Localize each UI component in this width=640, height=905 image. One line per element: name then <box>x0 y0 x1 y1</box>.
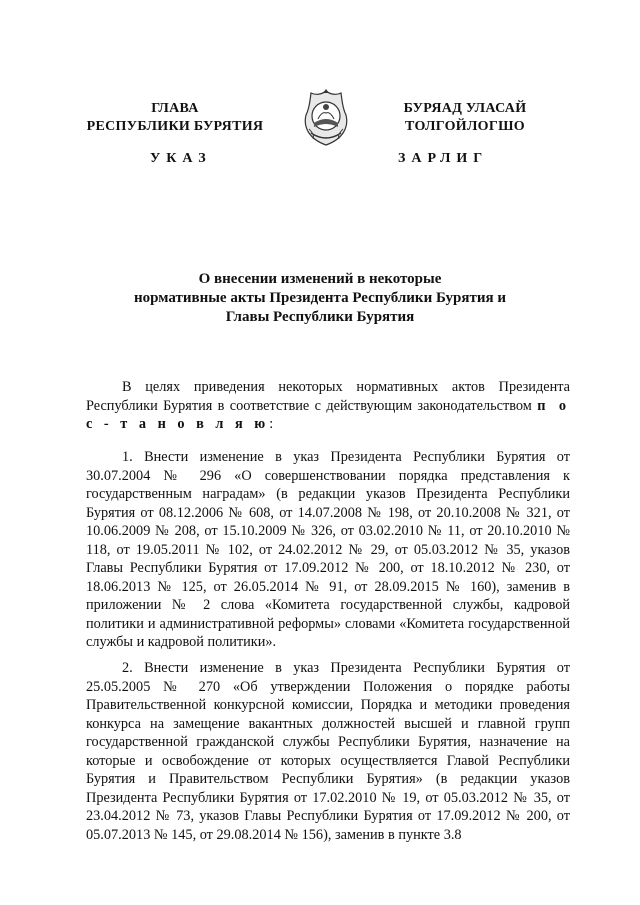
title-line2: нормативные акты Президента Республики Бурятия и <box>133 290 506 306</box>
item-1-paragraph <box>86 448 570 652</box>
buryatia-coat-of-arms-icon <box>301 89 351 147</box>
header-left <box>86 100 264 136</box>
header-left-line2: РЕСПУБЛИКИ БУРЯТИЯ <box>86 119 264 134</box>
title-line3: Главы Республики Бурятия <box>225 309 415 325</box>
header-right-line1: БУРЯАД УЛАСАЙ <box>403 101 527 116</box>
intro-end: : <box>269 416 274 433</box>
item-2-text: 2. Внести изменение в указ Президента Республики Бурятия от 25.05.2005 № 270 «Об утверждении Положения о порядке работы Правительственной конкурсной комиссии, Порядка и методики проведения конкурса на замещение вакантных должностей высшей и главной групп государственной гражданской службы Республики Бурятия, назначение на которые и освобождение от которых осуществляется Главой Республики Бурятия и Правительством Республики Бурятия» (в редакции указов Президента Республики Бурятия от 17.02.2010 № 19, от 05.03.2012 № 35, от 23.04.2012 № 73, указов Главы Республики Бурятия от 17.09.2012 № 200, от 05.07.2013 № 145, от 29.08.2014 № 156), заменив в пункте 3.8 <box>86 660 570 843</box>
item-2-paragraph <box>86 659 570 844</box>
header-right <box>390 100 540 136</box>
intro-paragraph <box>86 378 570 434</box>
resolve-word: п о с - т а н о в л я ю <box>86 397 570 433</box>
decree-label-right: ЗАРЛИГ <box>398 151 489 166</box>
header-right-line2: ТОЛГОЙЛОГШО <box>405 119 525 134</box>
intro-text: В целях приведения некоторых нормативных актов Президента Республики Бурятия в соответствие с действующим законодательством <box>86 379 570 414</box>
header-left-line1: ГЛАВА <box>151 101 199 116</box>
document-title <box>110 270 530 327</box>
title-line1: О внесении изменений в некоторые <box>198 271 442 287</box>
item-1-text: 1. Внести изменение в указ Президента Республики Бурятия от 30.07.2004 № 296 «О совершенствовании порядка представления к государственным наградам» (в редакции указов Президента Республики Бурятия от 08.12.2006 № 608, от 14.07.2008 № 198, от 20.10.2008 № 321, от 10.06.2009 № 208, от 15.10.2009 № 326, от 03.02.2010 № 11, от 20.10.2010 № 118, от 19.05.2011 № 102, от 24.02.2012 № 29, от 05.03.2012 № 35, указов Главы Республики Бурятия от 17.09.2012 № 200, от 18.10.2012 № 230, от 18.06.2013 № 125, от 26.05.2014 № 91, от 28.09.2015 № 160), заменив в приложении № 2 слова «Комитета государственной службы, кадровой политики и административной реформы» словами «Комитета государственной службы и кадровой политики». <box>86 449 570 651</box>
decree-label-left: УКАЗ <box>150 151 212 166</box>
